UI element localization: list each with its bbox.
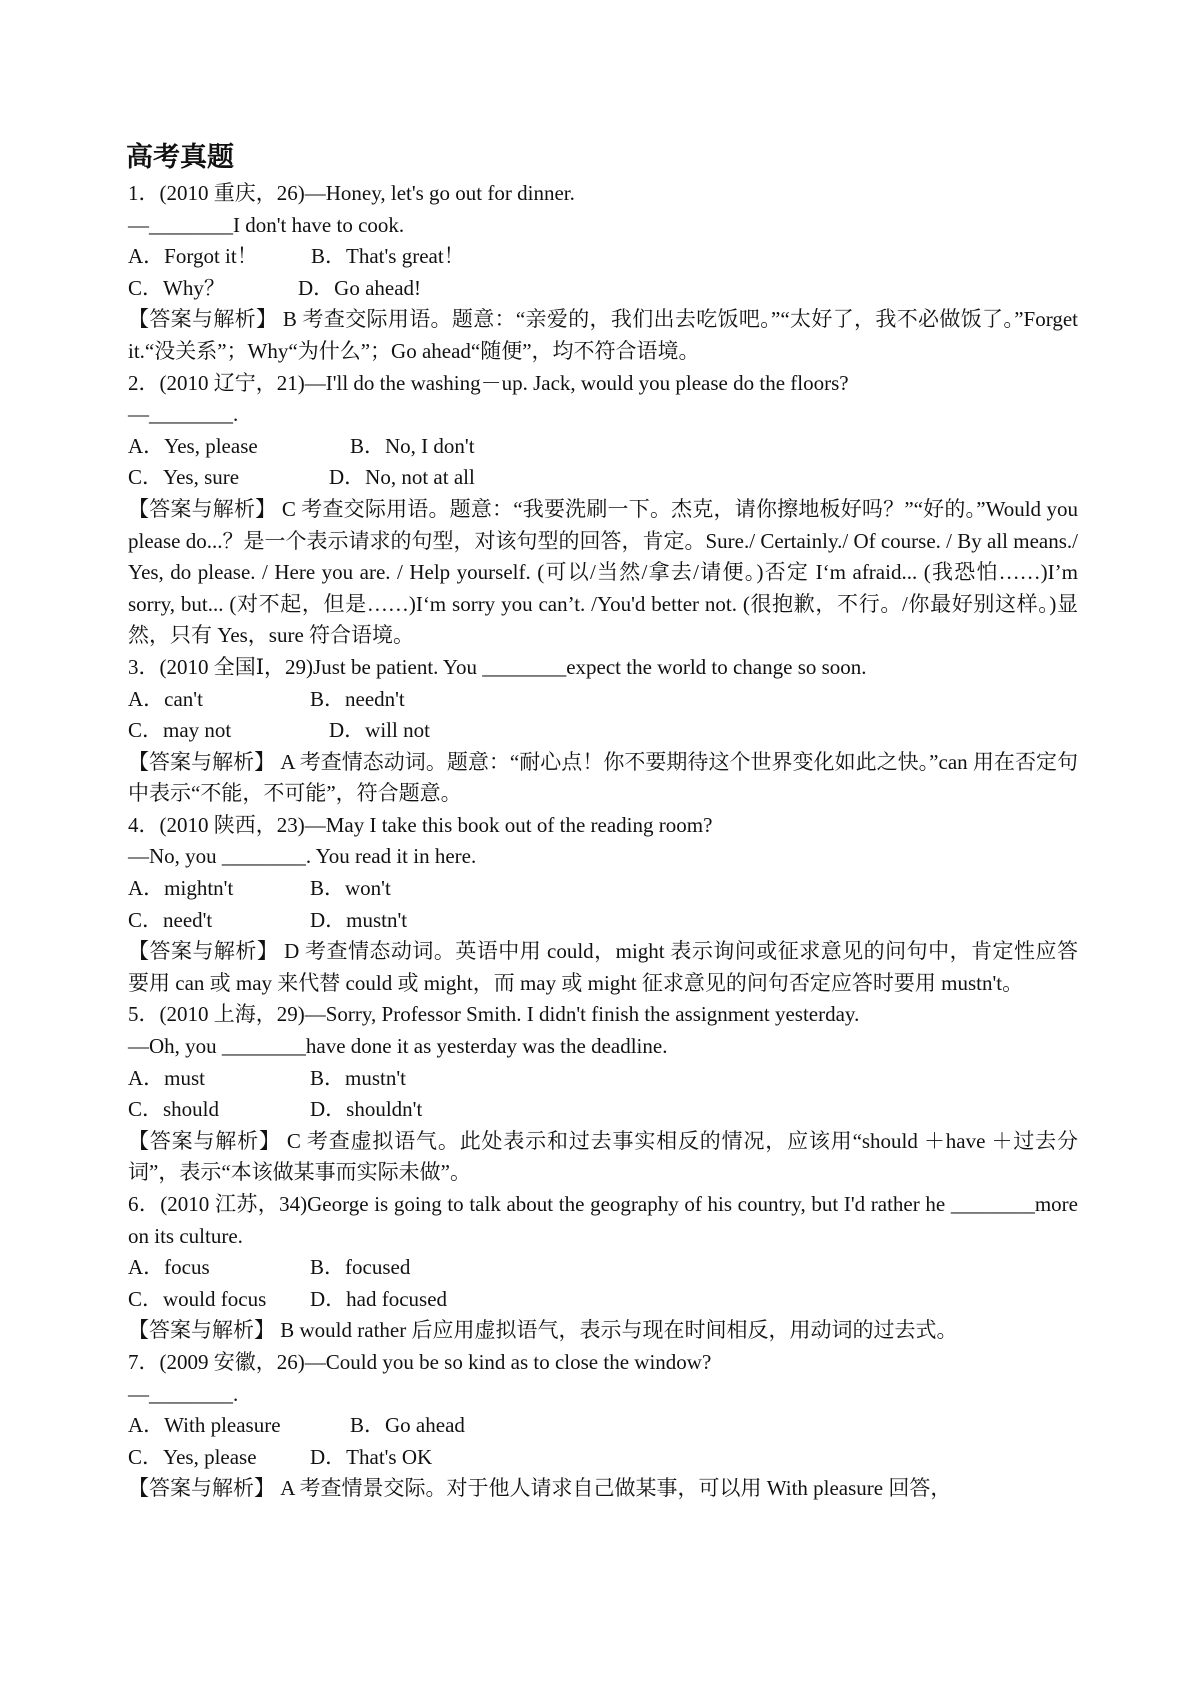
option-d: D．That's OK <box>310 1444 433 1469</box>
option-a: A．Yes, please <box>128 433 258 458</box>
option-a: A．With pleasure <box>128 1413 281 1438</box>
options-row-1 <box>128 1252 1078 1284</box>
question-7 <box>128 1347 1078 1505</box>
options-row-2 <box>128 273 1078 305</box>
document-page <box>128 140 1078 1505</box>
answer-analysis: 【答案与解析】 A 考查情景交际。对于他人请求自己做某事，可以用 With pleasure 回答， <box>128 1476 952 1501</box>
option-a: A．must <box>128 1065 206 1090</box>
answer-analysis: 【答案与解析】 B 考查交际用语。题意：“亲爱的，我们出去吃饭吧。”“太好了，我不必做饭了。”Forget it.“没关系”；Why“为什么”；Go ahead“随便”，均不符合语境。 <box>128 307 1078 363</box>
options-row-2 <box>128 1442 1078 1474</box>
page-title: 高考真题 <box>126 142 234 173</box>
option-b: B．focused <box>310 1255 411 1280</box>
options-row-1 <box>128 241 1078 273</box>
option-d: D．mustn't <box>310 907 408 932</box>
option-b: B．needn't <box>310 686 405 711</box>
options-row-2 <box>128 1284 1078 1316</box>
answer-analysis: 【答案与解析】 C 考查虚拟语气。此处表示和过去事实相反的情况，应该用“should ＋have ＋过去分词”，表示“本该做某事而实际未做”。 <box>128 1128 1078 1185</box>
option-a: A．Forgot it！ <box>128 244 258 269</box>
question-stem: 1．(2010 重庆，26)—Honey, let's go out for dinner. <box>128 181 575 205</box>
question-stem-line2: —No, you ________. You read it in here. <box>128 844 477 869</box>
question-3 <box>128 652 1078 810</box>
question-stem-line2: —Oh, you ________have done it as yesterday was the deadline. <box>128 1034 668 1059</box>
question-stem: 7．(2009 安徽，26)—Could you be so kind as to close the window? <box>128 1349 712 1374</box>
question-stem: 3．(2010 全国Ⅰ，29)Just be patient. You ________expect the world to change so soon. <box>128 654 867 679</box>
options-row-2 <box>128 1094 1078 1126</box>
answer-analysis: 【答案与解析】 C 考查交际用语。题意：“我要洗刷一下。杰克，请你擦地板好吗？”“好的。”Would you please do...？是一个表示请求的句型，对该句型的回答，肯定。Sure./ Certainly./ Of course. / By all means./ Yes, do please. / Here you are. / Help yourself. (可以/当然/拿去/请便。)否定 I‘m afraid... (我恐怕……)I’m sorry, but... (对不起，但是……)I‘m sorry you can’t. /You'd better not. (很抱歉，不行。/你最好别这样。)显然，只有 Yes，sure 符合语境。 <box>128 496 1078 648</box>
answer-analysis: 【答案与解析】 D 考查情态动词。英语中用 could，might 表示询问或征求意见的问句中，肯定性应答要用 can 或 may 来代替 could 或 might，而 may 或 might 征求意见的问句否定应答时要用 mustn't。 <box>128 939 1078 995</box>
option-b: B．won't <box>310 876 391 901</box>
option-d: D．Go ahead! <box>298 275 422 300</box>
options-row-1 <box>128 1410 1078 1442</box>
option-c: C．Why？ <box>128 275 225 300</box>
question-4 <box>128 810 1078 1000</box>
options-row-1 <box>128 873 1078 905</box>
question-1 <box>128 178 1078 368</box>
question-stem: 5．(2010 上海，29)—Sorry, Professor Smith. I didn't finish the assignment yesterday. <box>128 1002 860 1027</box>
option-d: D．No, not at all <box>329 465 475 490</box>
question-stem: 6．(2010 江苏，34)George is going to talk about the geography of his country, but I'd rather he ________more on its culture. <box>128 1192 1078 1248</box>
option-a: A．can't <box>128 686 203 711</box>
option-c: C．Yes, sure <box>128 465 240 490</box>
question-stem-line2: —________I don't have to cook. <box>128 212 405 237</box>
options-row-1 <box>128 684 1078 716</box>
option-b: B．mustn't <box>310 1065 406 1090</box>
option-b: B．That's great！ <box>311 244 465 269</box>
question-stem-line2: —________. <box>128 1381 239 1406</box>
question-6 <box>128 1189 1078 1347</box>
options-row-1 <box>128 1063 1078 1095</box>
question-stem-line2: —________. <box>128 402 239 427</box>
options-row-2 <box>128 715 1078 747</box>
question-stem: 2．(2010 辽宁，21)—I'll do the washing－up. Jack, would you please do the floors? <box>128 370 849 395</box>
option-d: D．will not <box>329 718 430 743</box>
option-c: C．may not <box>128 718 232 743</box>
answer-analysis: 【答案与解析】 B would rather 后应用虚拟语气，表示与现在时间相反，用动词的过去式。 <box>128 1318 958 1343</box>
option-c: C．would focus <box>128 1286 267 1311</box>
answer-analysis: 【答案与解析】 A 考查情态动词。题意：“耐心点！你不要期待这个世界变化如此之快。”can 用在否定句中表示“不能，不可能”，符合题意。 <box>128 749 1078 806</box>
options-row-1 <box>128 431 1078 463</box>
option-a: A．mightn't <box>128 876 234 901</box>
option-d: D．shouldn't <box>310 1097 423 1122</box>
option-c: C．Yes, please <box>128 1444 257 1469</box>
option-d: D．had focused <box>310 1286 448 1311</box>
option-b: B．Go ahead <box>350 1413 465 1438</box>
question-2 <box>128 368 1078 652</box>
option-a: A．focus <box>128 1255 210 1280</box>
question-5 <box>128 999 1078 1189</box>
option-c: C．need't <box>128 907 213 932</box>
option-b: B．No, I don't <box>350 433 475 458</box>
question-stem: 4．(2010 陕西，23)—May I take this book out of the reading room? <box>128 812 713 837</box>
options-row-2 <box>128 462 1078 494</box>
option-c: C．should <box>128 1097 220 1122</box>
options-row-2 <box>128 905 1078 937</box>
